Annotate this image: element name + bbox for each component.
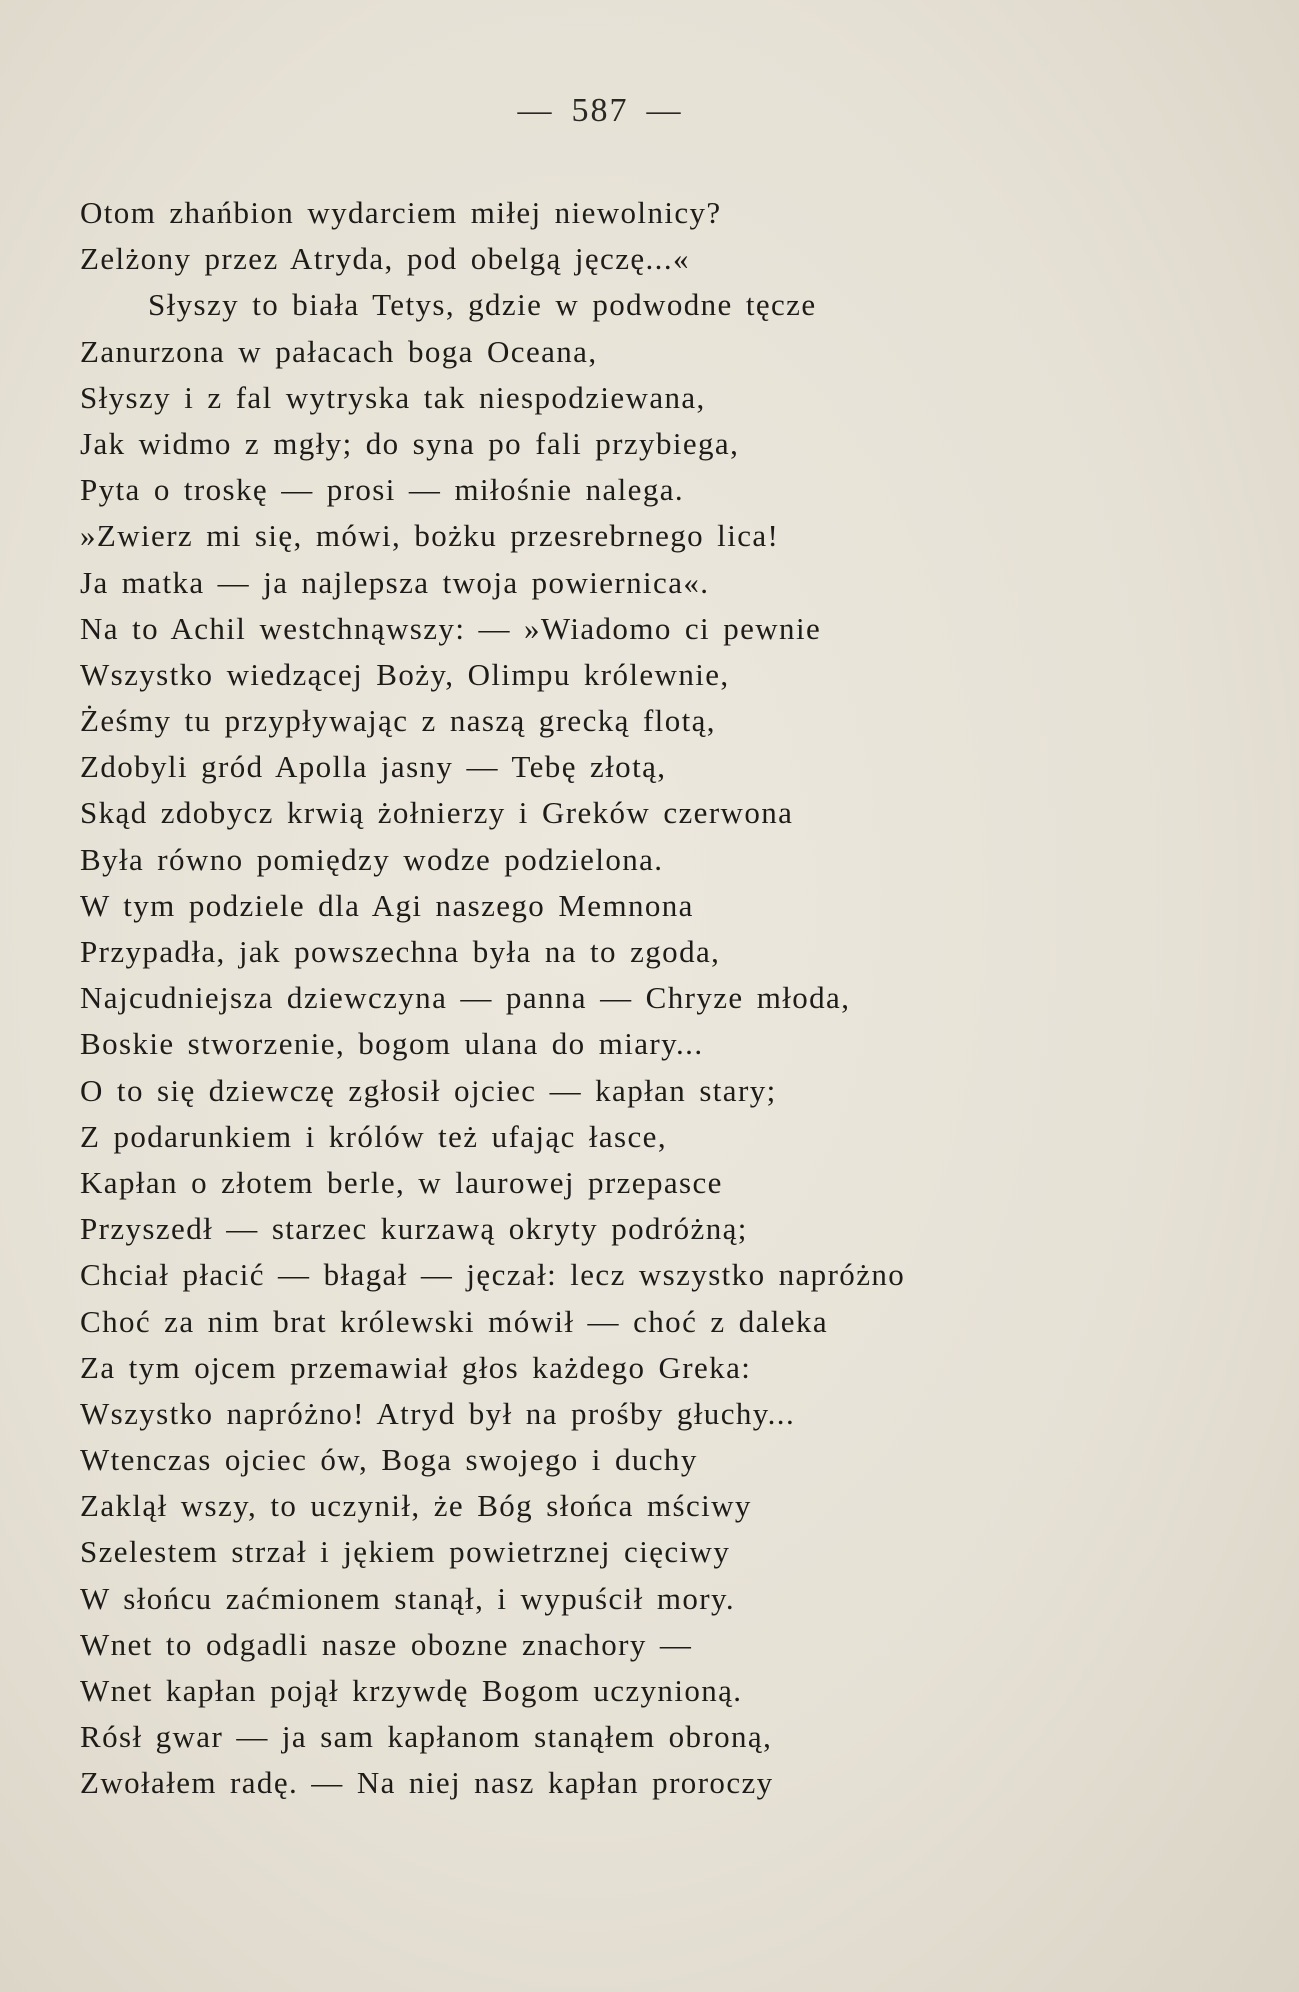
verse-line: Zwołałem radę. — Na niej nasz kapłan proroczy — [80, 1765, 774, 1801]
verse-line: Choć za nim brat królewski mówił — choć z daleka — [80, 1303, 828, 1339]
verse-line: Skąd zdobycz krwią żołnierzy i Greków czerwona — [80, 795, 794, 831]
verse-line: Przypadła, jak powszechna była na to zgoda, — [80, 934, 721, 969]
verse-line: Zaklął wszy, to uczynił, że Bóg słońca mściwy — [80, 1488, 752, 1524]
verse-line: Słyszy to biała Tetys, gdzie w podwodne tęcze — [148, 287, 817, 323]
verse-line: Wnet kapłan pojął krzywdę Bogom uczynioną. — [80, 1673, 743, 1708]
verse-line: Na to Achil westchnąwszy: — »Wiadomo ci pewnie — [80, 610, 822, 646]
verse-line: Wszystko wiedzącej Boży, Olimpu królewnie, — [80, 656, 730, 692]
verse-line: Ja matka — ja najlepsza twoja powiernica«. — [80, 564, 710, 600]
verse-line: Żeśmy tu przypływając z naszą grecką flotą, — [80, 703, 716, 739]
verse-line: W słońcu zaćmionem stanął, i wypuścił mory. — [80, 1580, 735, 1616]
verse-line: Była równo pomiędzy wodze podzielona. — [80, 841, 664, 877]
verse-line: Zdobyli gród Apolla jasny — Tebę złotą, — [80, 749, 667, 785]
verse-line: Z podarunkiem i królów też ufając łasce, — [80, 1118, 667, 1154]
verse-line: »Zwierz mi się, mówi, bożku przesrebrnego lica! — [80, 518, 780, 554]
verse-line: Zelżony przez Atryda, pod obelgą jęczę...« — [80, 241, 690, 277]
verse-line: Wszystko napróżno! Atryd był na prośby głuchy... — [80, 1395, 796, 1431]
verse-line: Chciał płacić — błagał — jęczał: lecz wszystko napróżno — [80, 1257, 906, 1293]
header-dash-left: — — [517, 92, 554, 129]
header-dash-right: — — [646, 92, 683, 129]
verse-line: Pyta o troskę — prosi — miłośnie nalega. — [80, 472, 685, 508]
page-number: 587 — [571, 92, 629, 129]
verse-line: Za tym ojcem przemawiał głos każdego Greka: — [80, 1349, 752, 1385]
verse-line: O to się dziewczę zgłosił ojciec — kapłan stary; — [80, 1072, 777, 1108]
verse-line: Najcudniejsza dziewczyna — panna — Chryze młoda, — [80, 980, 851, 1016]
verse-line: Kapłan o złotem berle, w laurowej przepasce — [80, 1164, 723, 1200]
verse-line: Rósł gwar — ja sam kapłanom stanąłem obroną, — [80, 1719, 773, 1755]
verse-line: W tym podziele dla Agi naszego Memnona — [80, 887, 694, 923]
verse-line: Słyszy i z fal wytryska tak niespodziewana, — [80, 379, 706, 415]
verse-line: Zanurzona w pałacach boga Oceana, — [80, 333, 598, 369]
verse-line: Boskie stworzenie, bogom ulana do miary... — [80, 1026, 704, 1062]
verse-line: Szelestem strzał i jękiem powietrznej cięciwy — [80, 1534, 731, 1570]
page-header — [480, 92, 720, 130]
verse-line: Wnet to odgadli nasze obozne znachory — — [80, 1626, 693, 1662]
verse-line: Przyszedł — starzec kurzawą okryty podróżną; — [80, 1211, 748, 1247]
verse-line: Jak widmo z mgły; do syna po fali przybiega, — [80, 425, 740, 461]
poem-text — [80, 190, 1140, 1807]
verse-line: Wtenczas ojciec ów, Boga swojego i duchy — [80, 1442, 698, 1478]
verse-line: Otom zhańbion wydarciem miłej niewolnicy? — [80, 195, 722, 230]
